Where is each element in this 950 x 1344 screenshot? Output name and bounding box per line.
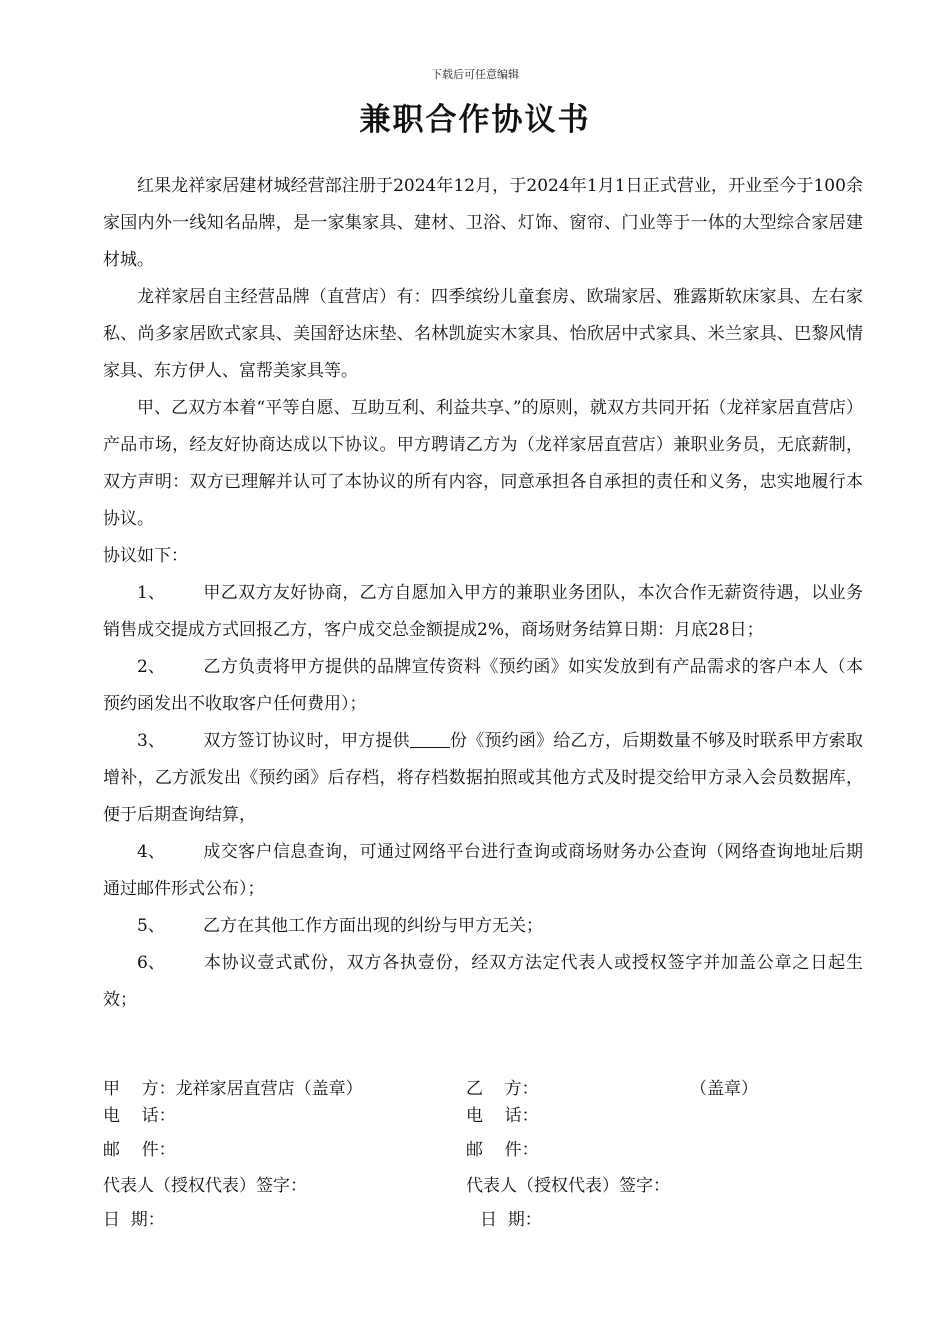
- quantity-blank-line: [410, 731, 450, 748]
- clause-number: 4、: [137, 842, 165, 862]
- document-title: 兼职合作协议书: [359, 102, 591, 138]
- clause-1: [103, 575, 863, 649]
- clause-number: 2、: [137, 657, 165, 677]
- party-a-date: 日 期：: [103, 1210, 165, 1230]
- party-a-phone: 电 话：: [103, 1106, 176, 1126]
- agreement-intro: 协议如下：: [103, 546, 188, 566]
- clause-text: 成交客户信息查询，可通过网络平台进行查询或商场财务办公查询（网络查询地址后期通过邮件形式公布）；: [103, 842, 863, 899]
- party-a-representative: 代表人（授权代表）签字：: [103, 1176, 307, 1196]
- party-a-mail: 邮 件：: [103, 1140, 176, 1160]
- clause-text-after: 份《预约函》给乙方，后期数量不够及时联系甲方索取增补，乙方派发出《预约函》后存档，将存档数据拍照或其他方式及时提交给甲方录入会员数据库，便于后期查询结算，: [103, 731, 864, 825]
- party-a-label: 甲 方：龙祥家居直营店（盖章）: [103, 1079, 363, 1099]
- clause-number: 5、: [137, 916, 165, 936]
- intro-paragraph-1: 红果龙祥家居建材城经营部注册于2024年12月，于2024年1月1日正式营业，开业至今于100余家国内外一线知名品牌，是一家集家具、建材、卫浴、灯饰、窗帘、门业等于一体的大型综合家居建材城。: [103, 176, 863, 270]
- clause-text-before: 双方签订协议时，甲方提供: [203, 731, 410, 751]
- intro-paragraph-3: 甲、乙双方本着“平等自愿、互助互利、利益共享、”的原则，就双方共同开拓（龙祥家居直营店）产品市场，经友好协商达成以下协议。甲方聘请乙方为（龙祥家居直营店）兼职业务员，无底薪制，双方声明：双方已理解并认可了本协议的所有内容，同意承担各自承担的责任和义务，忠实地履行本协议。: [103, 398, 863, 529]
- header-note: 下载后可任意编辑: [431, 68, 519, 81]
- clause-2: [103, 649, 863, 723]
- intro-paragraph-2: 龙祥家居自主经营品牌（直营店）有：四季缤纷儿童套房、欧瑞家居、雅露斯软床家具、左右家私、尚多家居欧式家具、美国舒达床垫、名林凯旋实木家具、怡欣居中式家具、米兰家具、巴黎风情家具、东方伊人、富帮美家具等。: [103, 287, 863, 381]
- party-b-phone: 电 话：: [466, 1106, 539, 1126]
- clause-number: 1、: [137, 583, 165, 603]
- party-b-date: 日 期：: [480, 1210, 542, 1230]
- clause-number: 6、: [137, 953, 165, 973]
- clause-text: 乙方在其他工作方面出现的纠纷与甲方无关；: [203, 916, 543, 936]
- clause-3: [103, 723, 863, 834]
- clause-text: 本协议壹式貳份，双方各执壹份，经双方法定代表人或授权签字并加盖公章之日起生效；: [103, 953, 863, 1010]
- party-b-label: 乙 方：: [466, 1079, 539, 1099]
- party-b-stamp: （盖章）: [690, 1079, 758, 1099]
- clause-text: 甲乙双方友好协商，乙方自愿加入甲方的兼职业务团队，本次合作无薪资待遇，以业务销售成交提成方式回报乙方，客户成交总金额提成2%，商场财务结算日期：月底28日；: [103, 583, 863, 640]
- clause-4: [103, 834, 863, 908]
- party-b-mail: 邮 件：: [466, 1140, 539, 1160]
- party-b-representative: 代表人（授权代表）签字：: [466, 1176, 670, 1196]
- clause-number: 3、: [137, 731, 165, 751]
- clause-6: [103, 945, 863, 1019]
- clause-text: 乙方负责将甲方提供的品牌宣传资料《预约函》如实发放到有产品需求的客户本人（本预约函发出不收取客户任何费用）；: [103, 657, 863, 714]
- document-body: [103, 168, 863, 1019]
- clause-5: [103, 908, 863, 945]
